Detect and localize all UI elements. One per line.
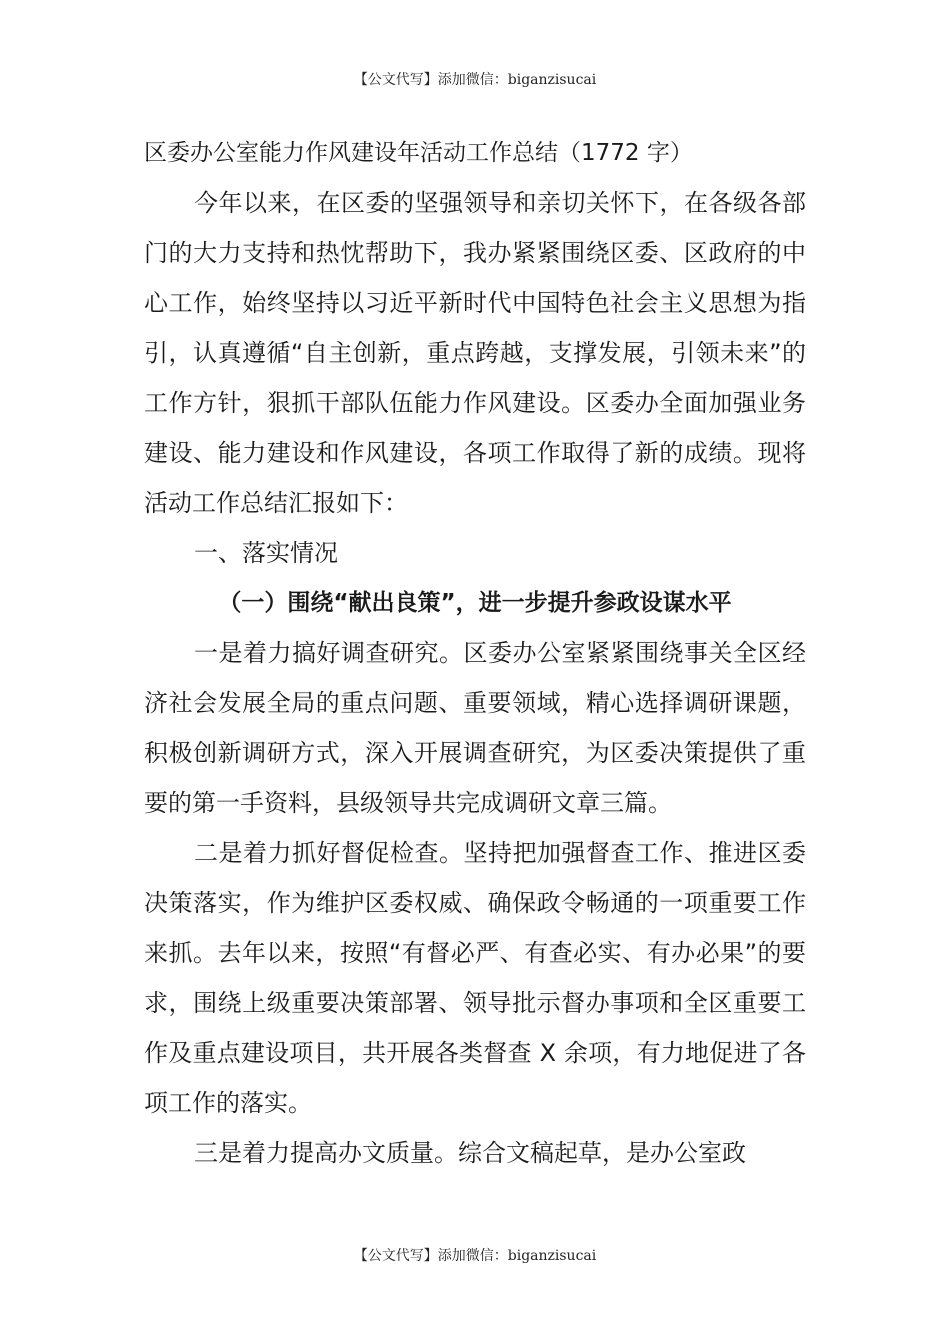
paragraph-document-quality: 三是着力提高办文质量。综合文稿起草，是办公室政 bbox=[194, 1139, 746, 1167]
subsection-heading: （一）围绕“献出良策”，进一步提升参政设谋水平 bbox=[218, 590, 732, 616]
paragraph-supervision: 二是着力抓好督促检查。坚持把加强督查工作、推进区委决策落实，作为维护区委权威、确保政令畅通的一项重要工作来抓。去年以来，按照“有督必严、有查必实、有办必果”的要求，围绕上级重要决策部署、领导批示督办事项和全区重要工作及重点建设项目，共开展各类督查 X 余项，有力地促进了各项工作的落实。 bbox=[144, 839, 806, 1117]
document-body bbox=[144, 128, 806, 1178]
intro-paragraph: 今年以来，在区委的坚强领导和亲切关怀下，在各级各部门的大力支持和热忱帮助下，我办紧紧围绕区委、区政府的中心工作，始终坚持以习近平新时代中国特色社会主义思想为指引，认真遵循“自主创新，重点跨越，支撑发展，引领未来”的工作方针，狠抓干部队伍能力作风建设。区委办全面加强业务建设、能力建设和作风建设，各项工作取得了新的成绩。现将活动工作总结汇报如下： bbox=[144, 189, 806, 517]
section-heading: 一、落实情况 bbox=[194, 539, 338, 567]
document-title: 区委办公室能力作风建设年活动工作总结（1772 字） bbox=[144, 140, 693, 166]
header-note: 【公文代写】添加微信：biganzisucai bbox=[353, 72, 597, 88]
paragraph-research: 一是着力搞好调查研究。区委办公室紧紧围绕事关全区经济社会发展全局的重点问题、重要领域，精心选择调研课题，积极创新调研方式，深入开展调查研究，为区委决策提供了重要的第一手资料，县级领导共完成调研文章三篇。 bbox=[144, 639, 806, 817]
footer-note: 【公文代写】添加微信：biganzisucai bbox=[353, 1248, 597, 1264]
